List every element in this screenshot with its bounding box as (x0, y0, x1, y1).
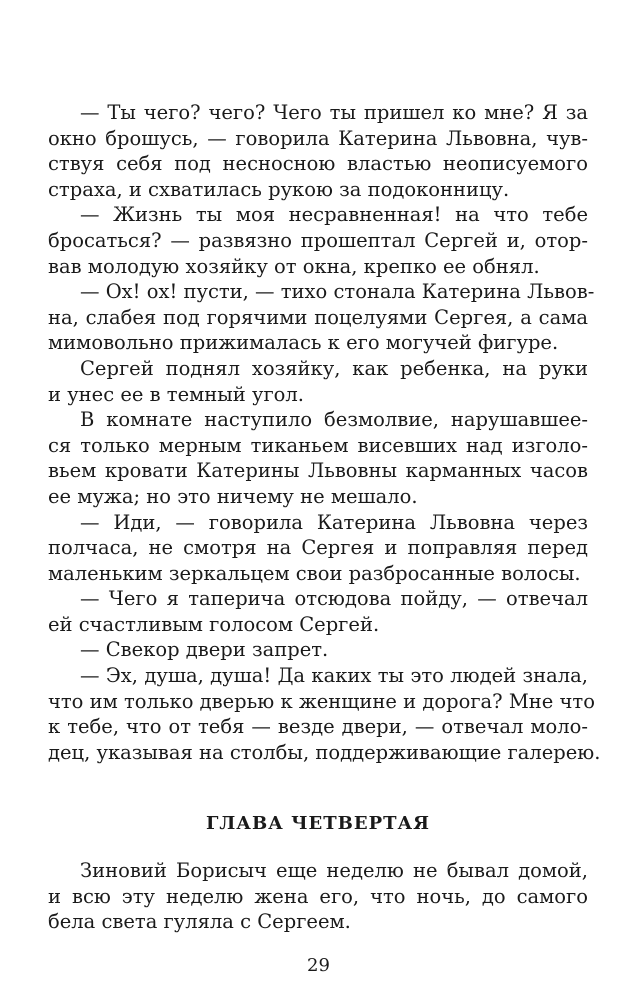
text-line: В комнате наступило безмолвие, нарушавшее- (80, 408, 588, 432)
text-line: бела света гуляла с Сергеем. (48, 910, 351, 934)
text-line: — Свекор двери запрет. (80, 638, 329, 662)
text-line: Зиновий Борисыч еще неделю не бывал домой, (80, 859, 588, 882)
text-line: вав молодую хозяйку от окна, крепко ее обнял. (48, 254, 540, 278)
text-line: к тебе, что от тебя — везде двери, — отвечал моло- (48, 715, 588, 739)
text-line: полчаса, не смотря на Сергея и поправляя перед (48, 536, 588, 560)
text-line: — Эх, душа, душа! Да каких ты это людей знала, (80, 664, 588, 688)
text-line: окно брошусь, — говорила Катерина Львовна, чув- (48, 126, 588, 150)
text-line: и унес ее в темный угол. (48, 382, 305, 406)
text-line: страха, и схватилась рукою за подоконницу. (48, 177, 510, 201)
text-line: — Чего я таперича отсюдова пойду, — отвечал (80, 587, 588, 611)
page-number: 29 (307, 955, 330, 976)
text-line: что им только дверью к женщине и дорога? Мне что (48, 689, 595, 713)
text-line: бросаться? — развязно прошептал Сергей и, отор- (48, 228, 588, 252)
chapter-text (48, 858, 588, 935)
text-line: Сергей поднял хозяйку, как ребенка, на руки (80, 356, 588, 380)
text-line: — Ох! ох! пусти, — тихо стонала Катерина Львов- (80, 280, 595, 304)
chapter-title: ГЛАВА ЧЕТВЕРТАЯ (205, 813, 431, 834)
main-text (48, 100, 601, 765)
text-line: ствуя себя под несносною властью неописуемого (48, 152, 588, 176)
text-line: — Иди, — говорила Катерина Львовна через (80, 510, 588, 534)
text-line: на, слабея под горячими поцелуями Сергея, а сама (48, 305, 588, 329)
text-line: маленьким зеркальцем свои разбросанные волосы. (48, 561, 581, 585)
text-line: ее мужа; но это ничему не мешало. (48, 484, 418, 508)
text-line: — Ты чего? чего? Чего ты пришел ко мне? Я за (80, 101, 588, 124)
text-line: дец, указывая на столбы, поддерживающие галерею. (48, 740, 601, 764)
text-line: и всю эту неделю жена его, что ночь, до самого (48, 884, 588, 908)
text-line: мимовольно прижималась к его могучей фигуре. (48, 331, 559, 355)
text-line: вьем кровати Катерины Львовны карманных часов (48, 459, 588, 483)
text-line: ся только мерным тиканьем висевших над изголо- (48, 433, 588, 457)
text-line: — Жизнь ты моя несравненная! на что тебе (80, 203, 588, 227)
text-line: ей счастливым голосом Сергей. (48, 612, 380, 636)
